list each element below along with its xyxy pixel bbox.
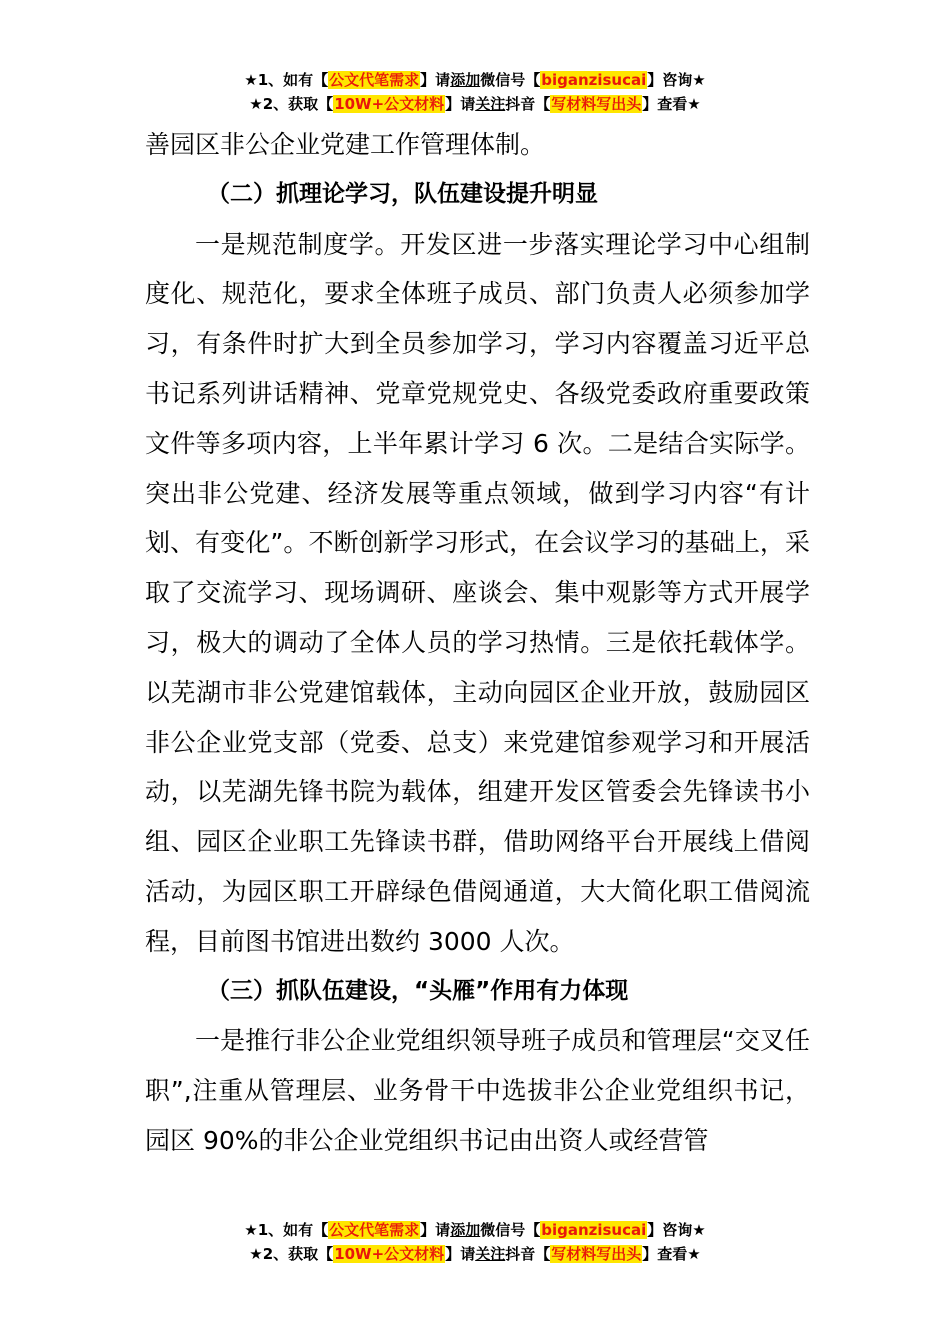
section-heading-3: （三）抓队伍建设，“头雁”作用有力体现	[207, 977, 629, 1004]
banner-text: 】查看★	[642, 1245, 701, 1263]
header-banner	[0, 68, 950, 116]
banner-text: ★2、获取【	[249, 1245, 334, 1263]
banner-underline-text: 添加	[450, 71, 481, 89]
banner-highlight: 公文代笔需求	[329, 1221, 420, 1239]
footer-banner	[0, 1218, 950, 1266]
banner-text: 】咨询★	[647, 71, 706, 89]
banner-text: ★2、获取【	[249, 95, 334, 113]
banner-highlight: 写材料写出头	[551, 95, 642, 113]
footer-line-2	[0, 1242, 950, 1266]
banner-text: ★1、如有【	[244, 71, 329, 89]
banner-highlight: 10W+公文材料	[334, 1245, 445, 1263]
banner-text: 微信号【	[480, 1221, 541, 1239]
paragraph-3: 一是推行非公企业党组织领导班子成员和管理层“交叉任职”,注重从管理层、业务骨干中选拔非公企业党组织书记，园区 90%的非公企业党组织书记由出资人或经营管	[145, 1026, 810, 1155]
banner-line-1	[0, 68, 950, 92]
paragraph-2: 一是规范制度学。开发区进一步落实理论学习中心组制度化、规范化，要求全体班子成员、部门负责人必须参加学习，有条件时扩大到全员参加学习，学习内容覆盖习近平总书记系列讲话精神、党章党规党史、各级党委政府重要政策文件等多项内容，上半年累计学习 6 次。二是结合实际学。突出非公党建、经济发展等重点领域，做到学习内容“有计划、有变化”。不断创新学习形式，在会议学习的基础上，采取了交流学习、现场调研、座谈会、集中观影等方式开展学习，极大的调动了全体人员的学习热情。三是依托载体学。以芜湖市非公党建馆载体，主动向园区企业开放，鼓励园区非公企业党支部（党委、总支）来党建馆参观学习和开展活动，以芜湖先锋书院为载体，组建开发区管委会先锋读书小组、园区企业职工先锋读书群，借助网络平台开展线上借阅活动，为园区职工开辟绿色借阅通道，大大简化职工借阅流程，目前图书馆进出数约 3000 人次。	[145, 229, 810, 956]
banner-highlight: 写材料写出头	[551, 1245, 642, 1263]
banner-highlight: 10W+公文材料	[334, 95, 445, 113]
section-heading-2: （二）抓理论学习，队伍建设提升明显	[207, 180, 598, 207]
banner-text: 抖音【	[505, 1245, 551, 1263]
footer-line-1	[0, 1218, 950, 1242]
banner-text: 】请	[445, 1245, 476, 1263]
banner-text: 】请	[420, 1221, 451, 1239]
banner-line-2	[0, 92, 950, 116]
banner-underline-text: 关注	[475, 95, 506, 113]
banner-underline-text: 关注	[475, 1245, 506, 1263]
banner-underline-text: 添加	[450, 1221, 481, 1239]
banner-text: 】咨询★	[647, 1221, 706, 1239]
banner-highlight: 公文代笔需求	[329, 71, 420, 89]
banner-text: ★1、如有【	[244, 1221, 329, 1239]
banner-highlight: biganzisucai	[541, 1221, 647, 1239]
banner-text: 】查看★	[642, 95, 701, 113]
banner-text: 抖音【	[505, 95, 551, 113]
banner-text: 微信号【	[480, 71, 541, 89]
document-body	[145, 120, 810, 1166]
continuation-line: 善园区非公企业党建工作管理体制。	[145, 130, 546, 159]
banner-text: 】请	[445, 95, 476, 113]
banner-highlight: biganzisucai	[541, 71, 647, 89]
banner-text: 】请	[420, 71, 451, 89]
